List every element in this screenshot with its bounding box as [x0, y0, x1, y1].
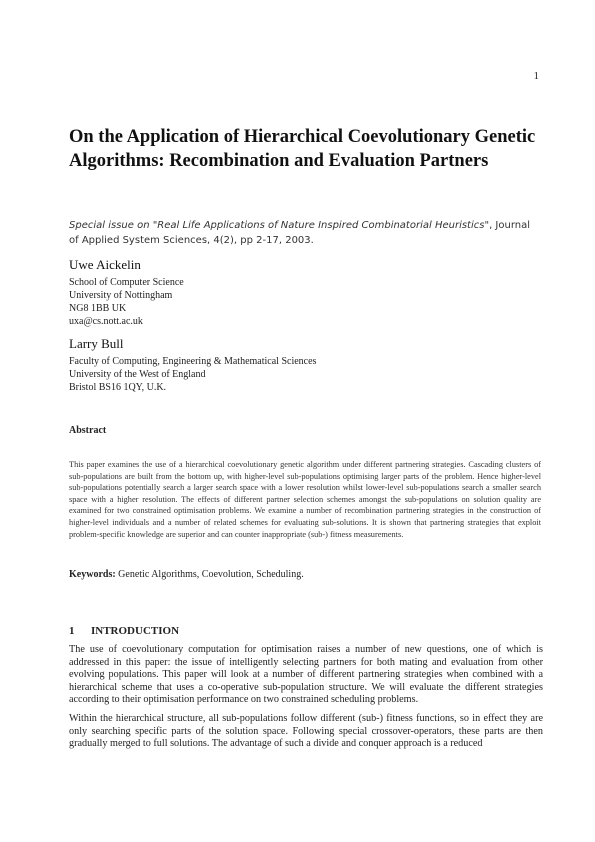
author-affiliation-line: University of Nottingham	[69, 290, 173, 301]
author-affiliation-line: University of the West of England	[69, 369, 206, 380]
abstract-heading: Abstract	[69, 425, 107, 436]
section-heading	[69, 625, 179, 637]
body-paragraph: The use of coevolutionary computation for optimisation raises a number of new questions, one of which is addressed in this paper: the issue of intelligently selecting partners for both mating and evaluation from other evolving populations. This paper will look at a number of different partnering strategies when combined with a hierarchical scheme that uses a co-operative sub-population structure. We will evaluate the different strategies according to their optimisation performance on two constrained scheduling problems.	[69, 644, 543, 706]
journal-citation: , Journal of Applied System Sciences, 4(2), pp 2-17, 2003.	[69, 220, 531, 246]
section-number: 1	[69, 625, 75, 637]
author-affiliation-line: Faculty of Computing, Engineering & Mathematical Sciences	[69, 356, 317, 367]
author-name: Uwe Aickelin	[69, 257, 141, 272]
author-email: uxa@cs.nott.ac.uk	[69, 316, 143, 327]
special-issue-note	[69, 219, 539, 248]
author-affiliation-line: School of Computer Science	[69, 277, 184, 288]
author-address-line: NG8 1BB UK	[69, 303, 127, 314]
section-body	[69, 644, 543, 757]
abstract-text: This paper examines the use of a hierarchical coevolutionary genetic algorithm under different partnering strategies. Cascading clusters of sub-populations are built from the bottom up, with higher-level sub-populations optimising larger parts of the problem. Hence higher-level sub-populations potentially search a larger search space with a lower resolution whilst lower-level sub-populations search a smaller search space with a higher resolution. The effects of different partner selection schemes amongst the sub-populations on solution quality are examined for two constrained optimisation problems. We examine a number of recombination partnering strategies in the construction of higher-level individuals and a number of related schemes for evaluating sub-solutions. It is shown that partnering strategies that exploit problem-specific knowledge are superior and can counter inappropriate (sub-) fitness measurements.	[69, 460, 541, 539]
keywords-text: Genetic Algorithms, Coevolution, Scheduling.	[115, 569, 304, 580]
paper-title: On the Application of Hierarchical Coevolutionary Genetic Algorithms: Recombination and Evaluation Partners	[69, 127, 536, 171]
author-address-line: Bristol BS16 1QY, U.K.	[69, 382, 167, 393]
keywords-label: Keywords:	[69, 569, 116, 580]
author-name: Larry Bull	[69, 336, 124, 351]
author-block-1	[69, 257, 539, 328]
body-paragraph: Within the hierarchical structure, all sub-populations follow different (sub-) fitness functions, so in effect they are only searching specific parts of the solution space. Following special crossover-operators, these parts are then gradually merged to full solutions. The advantage of such a divide and conquer approach is a reduced	[69, 712, 543, 750]
page-number: 1	[533, 70, 539, 82]
keywords	[69, 568, 539, 581]
section-title: INTRODUCTION	[91, 625, 180, 637]
special-issue-name: Special issue on "Real Life Applications of Nature Inspired Combinatorial Heuristics"	[69, 220, 490, 231]
author-block-2	[69, 336, 539, 394]
